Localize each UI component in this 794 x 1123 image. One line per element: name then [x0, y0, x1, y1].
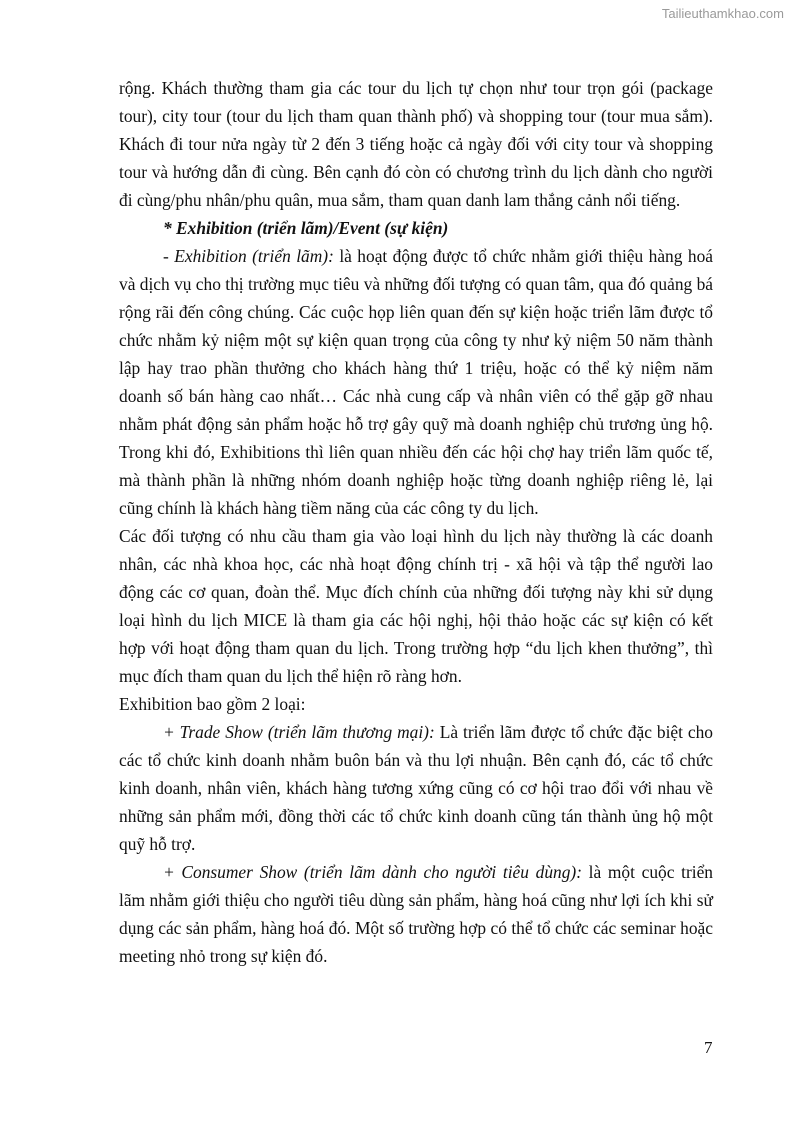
watermark-text: Tailieuthamkhao.com	[661, 6, 784, 21]
consumer-show-text: là một cuộc triển lãm nhằm giới thiệu cho người tiêu dùng sản phẩm, hàng hoá cũng như lợi ích khi sử dụng các sản phẩm, hàng hoá đó. Một số trường hợp có thể tổ chức các seminar hoặc meeting nhỏ trong sự kiện đó.	[119, 862, 714, 966]
document-body	[119, 74, 713, 970]
term-consumer-show: + Consumer Show (triển lãm dành cho người tiêu dùng):	[163, 862, 583, 882]
paragraph-trade-show	[119, 718, 713, 858]
section-heading-exhibition: * Exhibition (triển lãm)/Event (sự kiện)	[163, 218, 449, 238]
exhibition-definition-text: là hoạt động được tổ chức nhằm giới thiệu hàng hoá và dịch vụ cho thị trường mục tiêu và những đối tượng có quan tâm, qua đó quảng bá rộng rãi đến công chúng. Các cuộc họp liên quan đến sự kiện hoặc triển lãm được tổ chức nhằm kỷ niệm một sự kiện quan trọng của công ty như kỷ niệm 50 năm thành lập hay trao phần thưởng cho khách hàng thứ 1 triệu, hoặc có thể kỷ niệm năm doanh số bán hàng cao nhất… Các nhà cung cấp và nhân viên có thể gặp gỡ nhau nhằm phát động sản phẩm hoặc hỗ trợ gây quỹ mà doanh nghiệp chủ trương ủng hộ. Trong khi đó, Exhibitions thì liên quan nhiều đến các hội chợ hay triển lãm quốc tế, mà thành phần là những nhóm doanh nghiệp hoặc từng doanh nghiệp riêng lẻ, lại cũng chính là khách hàng tiềm năng của các công ty du lịch.	[119, 246, 713, 518]
paragraph-consumer-show	[119, 858, 713, 970]
paragraph-exhibition-types-intro: Exhibition bao gồm 2 loại:	[119, 694, 306, 714]
page-number: 7	[704, 1038, 713, 1057]
paragraph-target-audience: Các đối tượng có nhu cầu tham gia vào loại hình du lịch này thường là các doanh nhân, các nhà khoa học, các nhà hoạt động chính trị - xã hội và tập thể người lao động các cơ quan, đoàn thể. Mục đích chính của những đối tượng này khi sử dụng loại hình du lịch MICE là tham gia các hội nghị, hội thảo hoặc các sự kiện có kết hợp với hoạt động tham quan du lịch. Trong trường hợp “du lịch khen thưởng”, thì mục đích tham quan du lịch thể hiện rõ ràng hơn.	[119, 526, 713, 686]
term-trade-show: + Trade Show (triển lãm thương mại):	[163, 722, 435, 742]
paragraph-exhibition-definition	[119, 242, 713, 522]
term-exhibition: - Exhibition (triển lãm):	[163, 246, 334, 266]
paragraph-tour-types: rộng. Khách thường tham gia các tour du lịch tự chọn như tour trọn gói (package tour), city tour (tour du lịch tham quan thành phố) và shopping tour (tour mua sắm). Khách đi tour nửa ngày từ 2 đến 3 tiếng hoặc cả ngày đối với city tour và shopping tour và hướng dẫn đi cùng. Bên cạnh đó còn có chương trình du lịch dành cho người đi cùng/phu nhân/phu quân, mua sắm, tham quan danh lam thắng cảnh nổi tiếng.	[119, 78, 713, 210]
trade-show-text: Là triển lãm được tổ chức đặc biệt cho các tổ chức kinh doanh nhằm buôn bán và thu lợi nhuận. Bên cạnh đó, các tổ chức kinh doanh, nhân viên, khách hàng tương xứng cũng có cơ hội trao đổi với nhau về những sản phẩm mới, đồng thời các tổ chức kinh doanh cũng tán thành ủng hộ một quỹ hỗ trợ.	[119, 722, 714, 854]
